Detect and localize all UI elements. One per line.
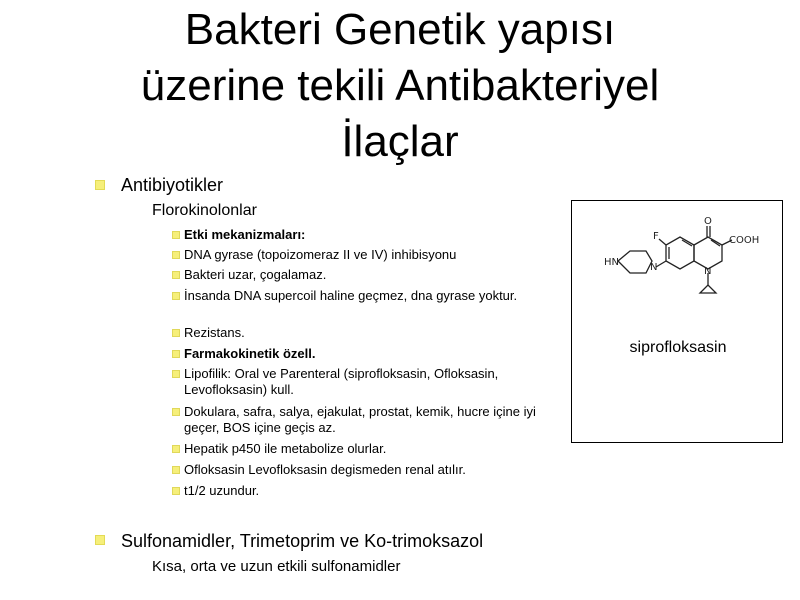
molecule-figure	[571, 200, 783, 443]
list-item-text: Lipofilik: Oral ve Parenteral (siprofloksasin, Ofloksasin, Levofloksasin) kull.	[184, 366, 499, 397]
list-item-text: Bakteri uzar, çogalamaz.	[184, 267, 327, 282]
figure-caption: siprofloksasin	[629, 339, 727, 356]
title-line-3: İlaçlar	[341, 117, 459, 166]
list-item-text: t1/2 uzundur.	[184, 483, 260, 498]
bullet-icon	[172, 466, 180, 474]
bullet-icon	[95, 535, 105, 545]
piperazine-ring	[618, 251, 652, 273]
list-item-text: Rezistans.	[184, 325, 245, 340]
title-line-1: Bakteri Genetik yapısı	[184, 5, 616, 54]
bullet-heading-sulfonamidler: Sulfonamidler, Trimetoprim ve Ko-trimoksazol	[121, 531, 484, 551]
bullet-icon	[172, 251, 180, 259]
ciprofloxacin-structure-icon	[604, 213, 760, 318]
slide-title	[60, 2, 740, 170]
bullet-icon	[172, 292, 180, 300]
atom-o: O	[704, 216, 712, 227]
list-item-text: Ofloksasin Levofloksasin degismeden renal atılır.	[184, 462, 466, 477]
bullet-heading-antibiyotikler: Antibiyotikler	[121, 175, 224, 195]
bullet-icon	[172, 231, 180, 239]
list-item-text: İnsanda DNA supercoil haline geçmez, dna gyrase yoktur.	[184, 288, 518, 303]
atom-f: F	[653, 231, 659, 242]
bullet-icon	[172, 445, 180, 453]
bullet-icon	[95, 180, 105, 190]
bullet-icon	[172, 370, 180, 378]
atom-n-ring: N	[704, 266, 712, 277]
bullet-icon	[172, 329, 180, 337]
atom-cooh: COOH	[729, 235, 760, 246]
benzene-ring	[666, 237, 694, 269]
cyclopropyl-ring	[700, 285, 716, 293]
list-item-text: Hepatik p450 ile metabolize olurlar.	[184, 441, 387, 456]
sub-heading-sulfonamidler: Kısa, orta ve uzun etkili sulfonamidler	[152, 558, 401, 575]
list-item-text: DNA gyrase (topoizomeraz II ve IV) inhibisyonu	[184, 247, 457, 262]
bullet-icon	[172, 350, 180, 358]
list-item-text: Etki mekanizmaları:	[184, 227, 306, 242]
atom-hn: HN	[604, 257, 619, 268]
atom-n-piperazine: N	[650, 262, 658, 273]
bullet-icon	[172, 487, 180, 495]
bullet-icon	[172, 271, 180, 279]
list-item-text: Farmakokinetik özell.	[184, 346, 316, 361]
title-line-2: üzerine tekili Antibakteriyel	[140, 61, 660, 110]
bullet-icon	[172, 408, 180, 416]
sub-heading-florokinolonlar: Florokinolonlar	[152, 202, 257, 219]
pyridone-ring	[694, 237, 722, 269]
list-item-text: Dokulara, safra, salya, ejakulat, prostat, kemik, hucre içine iyi geçer, BOS içine geçis az.	[184, 404, 536, 435]
